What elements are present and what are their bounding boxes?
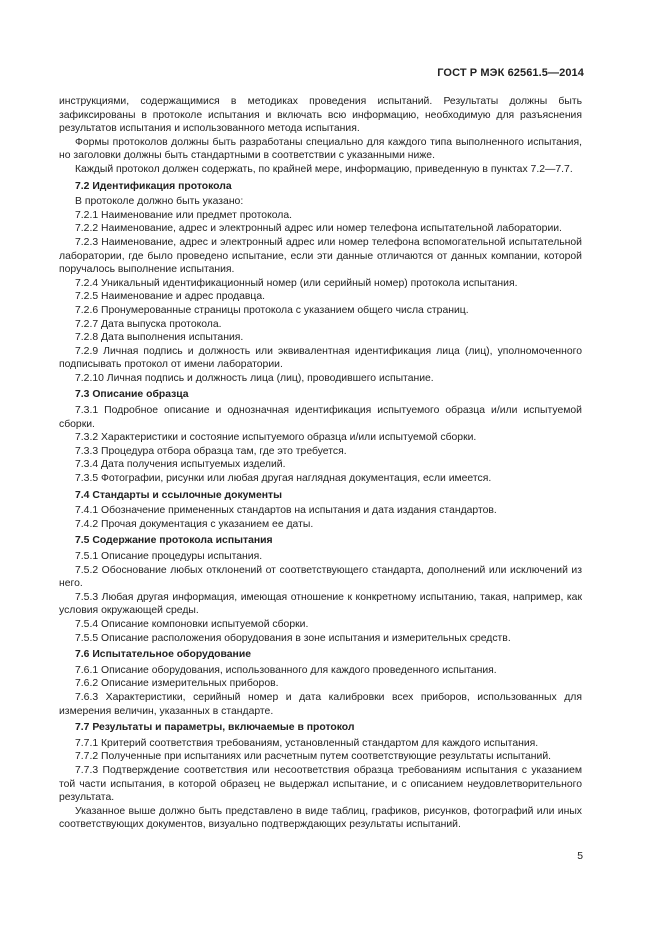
clause-7-2-5: 7.2.5 Наименование и адрес продавца. (75, 291, 266, 303)
clause-7-2-8: 7.2.8 Дата выполнения испытания. (75, 332, 244, 344)
section-heading-7-4: 7.4 Стандарты и ссылочные документы (75, 489, 283, 501)
clause-7-6-2: 7.6.2 Описание измерительных приборов. (75, 678, 279, 690)
document-body (59, 95, 582, 832)
clause-7-3-2: 7.3.2 Характеристики и состояние испытуемого образца и/или испытуемой сборки. (75, 432, 477, 444)
clause-7-2-1: 7.2.1 Наименование или предмет протокола. (75, 209, 293, 221)
clause-7-6-1: 7.6.1 Описание оборудования, использованного для каждого проведенного испытания. (75, 664, 497, 676)
clause-7-4-2: 7.4.2 Прочая документация с указанием ее даты. (75, 518, 314, 530)
clause-7-2-3: 7.2.3 Наименование, адрес и электронный адрес или номер телефона вспомогательной испытательной лаборатории, где было проведено испытание, если эти данные отличаются от данных компании, которой поручалось выполнение испытания. (59, 236, 582, 276)
clause-7-2-7: 7.2.7 Дата выпуска протокола. (75, 318, 222, 330)
clause-7-2-10: 7.2.10 Личная подпись и должность лица (лиц), проводившего испытание. (75, 372, 434, 384)
page-number: 5 (577, 851, 583, 862)
clause-7-3-1: 7.3.1 Подробное описание и однозначная идентификация испытуемого образца и/или испытуемой сборки. (59, 405, 582, 430)
clause-7-7-3: 7.7.3 Подтверждение соответствия или несоответствия образца требованиям испытания с указанием той части испытания, в которой образец не выдержал испытание, и с описанием неудовлетворительного результата. (59, 764, 582, 804)
section-heading-7-3: 7.3 Описание образца (75, 389, 189, 401)
closing-paragraph: Указанное выше должно быть представлено в виде таблиц, графиков, рисунков, фотографий или иных соответствующих документов, визуально подтверждающих результаты испытаний. (59, 805, 582, 831)
section-heading-7-7: 7.7 Результаты и параметры, включаемые в протокол (75, 722, 355, 734)
clause-7-7-1: 7.7.1 Критерий соответствия требованиям, установленный стандартом для каждого испытания. (75, 737, 539, 749)
clause-7-5-4: 7.5.4 Описание компоновки испытуемой сборки. (75, 618, 309, 630)
clause-7-5-3: 7.5.3 Любая другая информация, имеющая отношение к конкретному испытанию, такая, например, как условия окружающей среды. (59, 591, 582, 617)
clause-7-4-1: 7.4.1 Обозначение примененных стандартов на испытания и дата издания стандартов. (75, 505, 497, 517)
clause-7-3-3: 7.3.3 Процедура отбора образца там, где это требуется. (75, 445, 347, 457)
clause-7-2-4: 7.2.4 Уникальный идентификационный номер (или серийный номер) протокола испытания. (75, 277, 518, 289)
clause-7-3-5: 7.3.5 Фотографии, рисунки или любая другая наглядная документация, если имеется. (75, 473, 492, 485)
clause-7-7-2: 7.7.2 Полученные при испытаниях или расчетным путем соответствующие результаты испытаний. (75, 751, 552, 763)
section-heading-7-2: 7.2 Идентификация протокола (75, 180, 232, 192)
clause-7-2-6: 7.2.6 Пронумерованные страницы протокола с указанием общего числа страниц. (75, 304, 469, 316)
clause-7-3-4: 7.3.4 Дата получения испытуемых изделий. (75, 459, 286, 471)
clause-7-2-9: 7.2.9 Личная подпись и должность или эквивалентная идентификация лица (лиц), уполномоченного подписывать протокол от имени лаборатории. (59, 345, 582, 371)
section-lead-7-2: В протоколе должно быть указано: (75, 196, 244, 208)
clause-7-5-1: 7.5.1 Описание процедуры испытания. (75, 551, 263, 562)
clause-7-6-3: 7.6.3 Характеристики, серийный номер и дата калибровки всех приборов, использованных для измерения величин, указанных в стандарте. (59, 691, 582, 717)
standard-code-header: ГОСТ Р МЭК 62561.5—2014 (437, 67, 584, 79)
section-heading-7-6: 7.6 Испытательное оборудование (75, 649, 251, 661)
clause-7-5-2: 7.5.2 Обоснование любых отклонений от соответствующего стандарта, дополнений или исключений из него. (59, 564, 582, 590)
section-heading-7-5: 7.5 Содержание протокола испытания (75, 535, 273, 547)
clause-7-5-5: 7.5.5 Описание расположения оборудования в зоне испытания и измерительных средств. (75, 632, 511, 644)
clause-7-2-2: 7.2.2 Наименование, адрес и электронный адрес или номер телефона испытательной лаборатории. (75, 223, 562, 235)
intro-paragraph-1: инструкциями, содержащимися в методиках проведения испытаний. Результаты должны быть зафиксированы в протоколе испытания и включать всю информацию, необходимую для разъяснения результатов испытания и использованного метода испытания. (59, 96, 582, 135)
intro-paragraph-3: Каждый протокол должен содержать, по крайней мере, информацию, приведенную в пунктах 7.2—7.7. (75, 163, 573, 175)
intro-paragraph-2: Формы протоколов должны быть разработаны специально для каждого типа выполненного испытания, но заголовки должны быть стандартными в соответствии с указанными ниже. (59, 136, 582, 162)
